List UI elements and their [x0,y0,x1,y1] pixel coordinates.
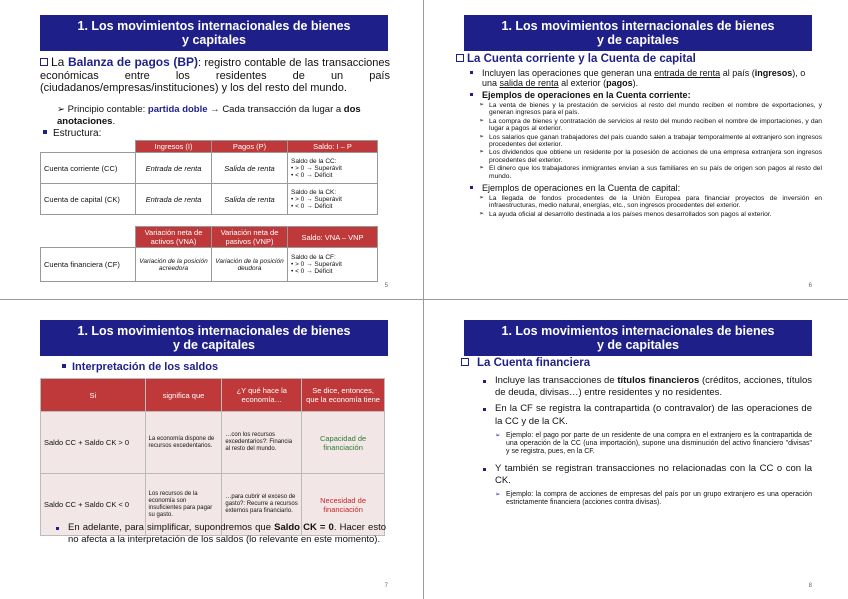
section-heading: La Cuenta corriente y la Cuenta de capital [456,53,696,65]
title-line-1: 1. Los movimientos internacionales de bienes [77,19,351,33]
slide-title: 1. Los movimientos internacionales de bienes y de capitales [464,320,812,356]
slide-title: 1. Los movimientos internacionales de bienes y de capitales [464,15,812,51]
list-item: ➢ Los salarios que ganan trabajadores del país cuando salen a trabajar temporalmente al extranjero son ingresos procedentes del exterior. [478,134,822,149]
list-item: ➢ Ejemplo: la compra de acciones de empresas del país por un grupo extranjero es una operación estrictamente financiera (acciones contra divisas). [482,491,812,508]
bp-term: Balanza de pagos (BP) [67,55,199,69]
slide-title: 1. Los movimientos internacionales de bienes y de capitales [40,320,388,356]
slide-body [482,375,812,514]
header-vnp: Variación neta de pasivos (VNP) [212,227,288,248]
checkbox-bullet-icon [40,58,48,66]
header-saldo: Saldo: I – P [288,141,378,153]
checkbox-bullet-icon [461,358,469,366]
estructura-label: Estructura: [43,128,101,139]
title-line-2: y capitales [182,33,246,47]
slide-title [40,15,388,51]
table-row: Saldo CC + Saldo CK < 0 Los recursos de la economía son insuficientes para pagar su gasto. …para cubrir el exceso de gasto?: Recurre a recursos externos para financiarlo. Necesidad de financiación [41,474,385,536]
slide-8 [424,300,848,599]
list-item: ➢ La ayuda oficial al desarrollo destinada a los países menos desarrollados son pagos al exterior. [478,211,822,218]
list-item: Ejemplos de operaciones en la Cuenta de capital: [478,183,822,193]
structure-table: Ingresos (I) Pagos (P) Saldo: I – P Cuenta corriente (CC) Entrada de renta Salida de renta Saldo de la CC: • > 0 → Superávit • < 0 → Déficit Cuenta de capital (CK) Entrada de renta Salida de renta Saldo de la CK: • > 0 → Superávit • < 0 → Déficit Variación neta de activos (VNA) Variación neta de pasivos (VNP) Saldo: VNA – VNP Cuenta financiera (CF) Variación de la posición acreedora Variación de la posición deudora Saldo de la CF: • > 0 → Superávit • < 0 → Déficit [40,140,378,282]
checkbox-bullet-icon [456,54,464,62]
page-number: 7 [384,583,388,589]
slide-7 [0,300,424,599]
list-item: Y también se registran transacciones no relacionadas con la CC o con la CK. [482,463,812,487]
arrow-bullet-icon: ➢ [57,104,68,115]
list-item: ➢ Ejemplo: el pago por parte de un residente de una compra en el extranjero es la contrapartida de una operación de la CC (una importación), supone una disminución del activo financiero "divisas" y se registra, pues, en la CF. [482,432,812,457]
list-item: ➢ La compra de bienes y contratación de servicios al resto del mundo reciben el nombre de importaciones, y dan lugar a pagos al exterior. [478,118,822,133]
page-number: 6 [808,283,812,289]
section-heading: Interpretación de los saldos [62,361,218,373]
list-item: Incluye las transacciones de títulos financieros (créditos, acciones, títulos de deuda, divisas…) entre residentes y no residentes. [482,375,812,399]
header-pagos: Pagos (P) [212,141,288,153]
square-bullet-icon [43,130,47,134]
square-bullet-icon [62,364,66,368]
list-item: ➢ La venta de bienes y la prestación de servicios al resto del mundo reciben el nombre de exportaciones, y generan ingresos para el país. [478,102,822,117]
row-cc-label: Cuenta corriente (CC) [41,153,136,184]
header-ingresos: Ingresos (I) [136,141,212,153]
list-item: Incluyen las operaciones que generan una entrada de renta al país (ingresos), o una salida de renta al exterior (pagos). [478,68,822,88]
table-row: Saldo CC + Saldo CK > 0 La economía dispone de recursos excedentarios. …con los recursos excedentarios?: Financia al resto del mundo. Capacidad de financiación [41,412,385,474]
principio-contable: ➢ Principio contable: partida doble → Cada transacción da lugar a dos anotaciones. [57,104,361,127]
slide-body [478,68,822,219]
list-item: ➢ El dinero que los trabajadores inmigrantes envían a sus familiares en su país de origen son pagos al resto del mundo. [478,165,822,180]
list-item: ➢ La llegada de fondos procedentes de la Unión Europea para financiar proyectos de inversión en infraestructuras, medio natural, energías, etc., son ingresos procedentes del exterior. [478,195,822,210]
slide-5 [0,0,424,299]
row-cf-label: Cuenta financiera (CF) [41,248,136,282]
bp-definition: La Balanza de pagos (BP): registro contable de las transacciones económicas entre los residentes de un país (ciudadanos/empresas/instituciones) y los del resto del mundo. [40,55,391,95]
header-vna: Variación neta de activos (VNA) [136,227,212,248]
slide-6 [424,0,848,299]
list-item: Ejemplos de operaciones en la Cuenta corriente: [478,90,822,100]
interpretation-table: Si significa que ¿Y qué hace la economía… Se dice, entonces, que la economía tiene Saldo CC + Saldo CK > 0 La economía dispone de recursos excedentarios. …con los recursos excedentarios?: Financia al resto del mundo. Capacidad de financiación Saldo CC + Saldo CK < 0 Los recursos de la economía son insuficientes para pagar su gasto. …para cubrir el exceso de gasto?: Recurre a recursos externos para financiarlo. Necesidad de financiación [40,378,385,536]
list-item: ➢ Los dividendos que obtiene un residente por la posesión de acciones de una empresa extranjera son ingresos procedentes del exterior. [478,149,822,164]
header-saldo-cf: Saldo: VNA – VNP [288,227,378,248]
page-number: 8 [808,583,812,589]
page-number: 5 [384,283,388,289]
list-item: En la CF se registra la contrapartida (o contravalor) de las operaciones de la CC y de la CK. [482,403,812,427]
simplification-note: En adelante, para simplificar, supondremos que Saldo CK = 0. Hacer esto no afecta a la interpretación de los saldos (lo relevante en este momento). [54,522,386,546]
section-heading: La Cuenta financiera [461,357,590,369]
row-ck-label: Cuenta de capital (CK) [41,184,136,215]
